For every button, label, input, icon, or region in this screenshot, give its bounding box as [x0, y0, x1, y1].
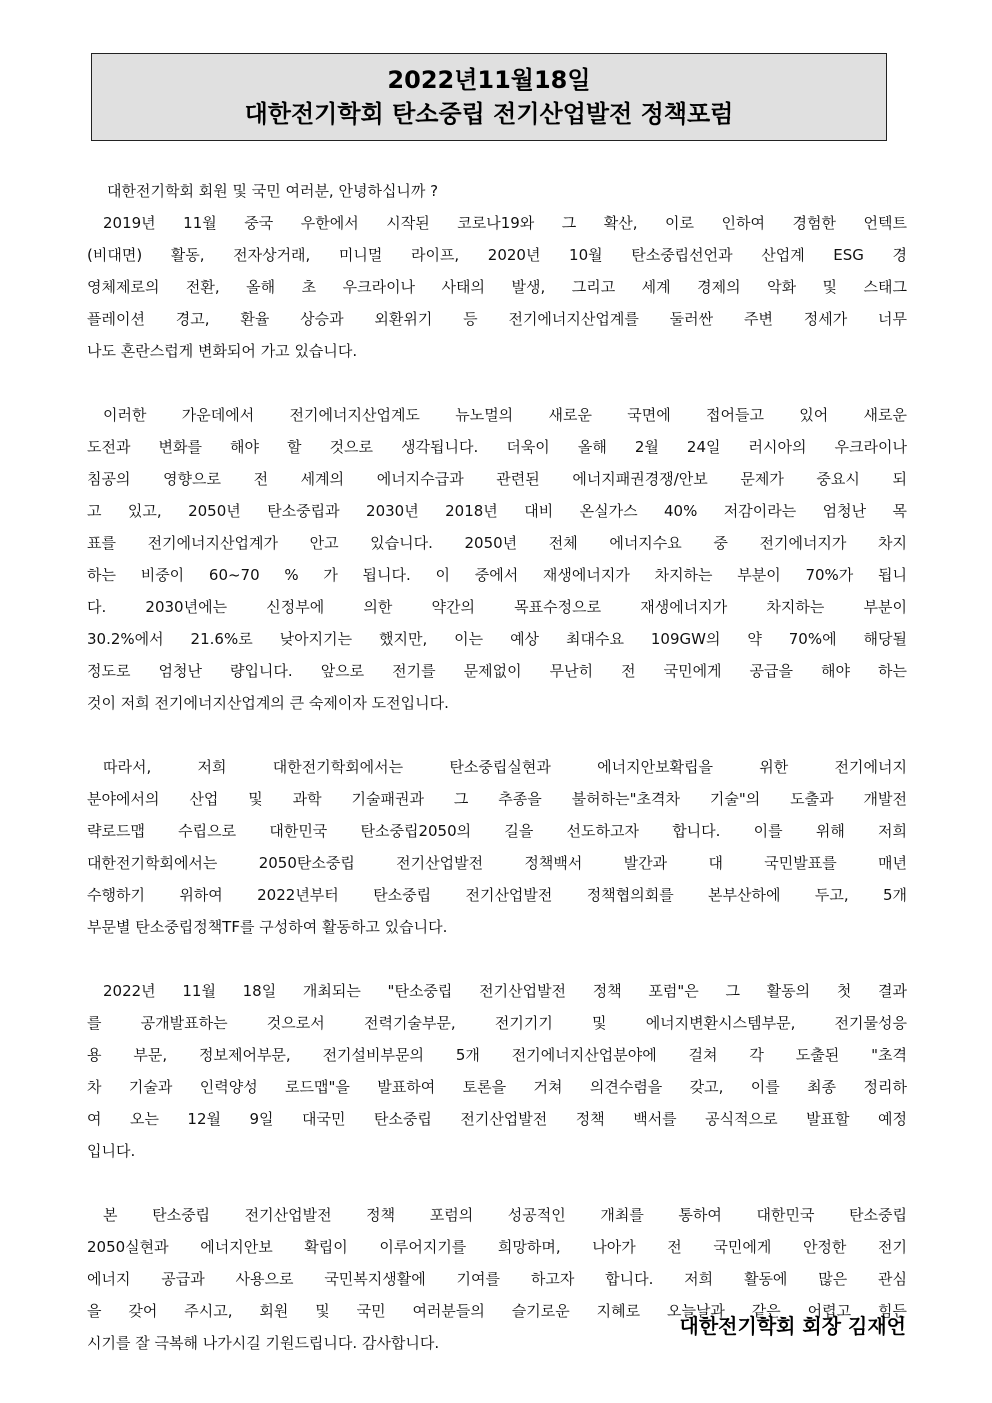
paragraph-society-plan [87, 751, 907, 943]
text-line: 영체제로의 전환, 올해 초 우크라이나 사태의 발생, 그리고 세계 경제의 악화 및 스태그 [87, 278, 907, 296]
title-box [91, 53, 887, 141]
text-line: 것이 저희 전기에너지산업계의 큰 숙제이자 도전입니다. [87, 694, 449, 712]
text-line: 도전과 변화를 해야 할 것으로 생각됩니다. 더욱이 올해 2월 24일 러시아의 우크라이나 [87, 438, 907, 456]
text-line: 이러한 가운데에서 전기에너지산업계도 뉴노멀의 새로운 국면에 접어들고 있어 새로운 [103, 406, 907, 424]
text-line: 나도 혼란스럽게 변화되어 가고 있습니다. [87, 342, 358, 360]
paragraph-forum-details [87, 975, 907, 1167]
text-line: 2022년 11월 18일 개최되는 "탄소중립 전기산업발전 정책 포럼"은 그 활동의 첫 결과 [103, 982, 907, 1000]
text-line: 2050실현과 에너지안보 확립이 이루어지기를 희망하며, 나아가 전 국민에게 안정한 전기 [87, 1238, 907, 1256]
text-line: 고 있고, 2050년 탄소중립과 2030년 2018년 대비 온실가스 40% 저감이라는 엄청난 목 [87, 502, 907, 520]
text-line: 차 기술과 인력양성 로드맵"을 발표하여 토론을 거쳐 의견수렴을 갖고, 이를 최종 정리하 [87, 1078, 907, 1096]
text-line: 략로드맵 수립으로 대한민국 탄소중립2050의 길을 선도하고자 합니다. 이를 위해 저희 [87, 822, 907, 840]
text-line: 표를 전기에너지산업계가 안고 있습니다. 2050년 전체 에너지수요 중 전기에너지가 차지 [87, 534, 907, 552]
text-line: 30.2%에서 21.6%로 낮아지기는 했지만, 이는 예상 최대수요 109GW의 약 70%에 해당될 [87, 630, 907, 648]
text-line: 을 갖어 주시고, 회원 및 국민 여러분들의 슬기로운 지혜로 오늘날과 같은 어렵고 힘든 [87, 1302, 907, 1320]
text-line: 대한전기학회에서는 2050탄소중립 전기산업발전 정책백서 발간과 대 국민발표를 매년 [87, 854, 907, 872]
forum-title: 대한전기학회 탄소중립 전기산업발전 정책포럼 [244, 100, 734, 128]
paragraph-energy-challenge [87, 399, 907, 719]
text-line: 플레이션 경고, 환율 상승과 외환위기 등 전기에너지산업계를 둘러싼 주변 정세가 너무 [87, 310, 907, 328]
forum-date: 2022년11월18일 [387, 66, 591, 94]
signature: 대한전기학회 회장 김재언 [679, 1314, 906, 1338]
text-line: 다. 2030년에는 신정부에 의한 약간의 목표수정으로 재생에너지가 차지하는 부분이 [87, 598, 907, 616]
paragraph-covid-context [87, 207, 907, 367]
text-line: 정도로 엄청난 량입니다. 앞으로 전기를 문제없이 무난히 전 국민에게 공급을 해야 하는 [87, 662, 907, 680]
text-line: (비대면) 활동, 전자상거래, 미니멀 라이프, 2020년 10월 탄소중립선언과 산업계 ESG 경 [87, 246, 907, 264]
text-line: 침공의 영향으로 전 세계의 에너지수급과 관련된 에너지패권경쟁/안보 문제가 중요시 되 [87, 470, 907, 488]
text-line: 수행하기 위하여 2022년부터 탄소중립 전기산업발전 정책협의회를 본부산하에 두고, 5개 [87, 886, 907, 904]
text-line: 부문별 탄소중립정책TF를 구성하여 활동하고 있습니다. [87, 918, 448, 936]
text-line: 시기를 잘 극복해 나가시길 기원드립니다. 감사합니다. [87, 1334, 440, 1352]
text-line: 본 탄소중립 전기산업발전 정책 포럼의 성공적인 개최를 통하여 대한민국 탄소중립 [103, 1206, 907, 1224]
letter-body [87, 175, 907, 1359]
text-line: 를 공개발표하는 것으로서 전력기술부문, 전기기기 및 에너지변환시스템부문, 전기물성응 [87, 1014, 907, 1032]
text-line: 에너지 공급과 사용으로 국민복지생활에 기여를 하고자 합니다. 저희 활동에 많은 관심 [87, 1270, 907, 1288]
text-line: 입니다. [87, 1142, 136, 1160]
text-line: 따라서, 저희 대한전기학회에서는 탄소중립실현과 에너지안보확립을 위한 전기에너지 [103, 758, 907, 776]
text-line: 용 부문, 정보제어부문, 전기설비부문의 5개 전기에너지산업분야에 걸쳐 각 도출된 "초격 [87, 1046, 907, 1064]
text-line: 2019년 11월 중국 우한에서 시작된 코로나19와 그 확산, 이로 인하여 경험한 언텍트 [103, 214, 907, 232]
text-line: 분야에서의 산업 및 과학 기술패권과 그 추종을 불허하는"초격차 기술"의 도출과 개발전 [87, 790, 907, 808]
text-line: 하는 비중이 60~70 % 가 됩니다. 이 중에서 재생에너지가 차지하는 부분이 70%가 됩니 [87, 566, 907, 584]
greeting-line: 대한전기학회 회원 및 국민 여러분, 안녕하십니까 ? [107, 182, 439, 200]
text-line: 여 오는 12월 9일 대국민 탄소중립 전기산업발전 정책 백서를 공식적으로 발표할 예정 [87, 1110, 907, 1128]
